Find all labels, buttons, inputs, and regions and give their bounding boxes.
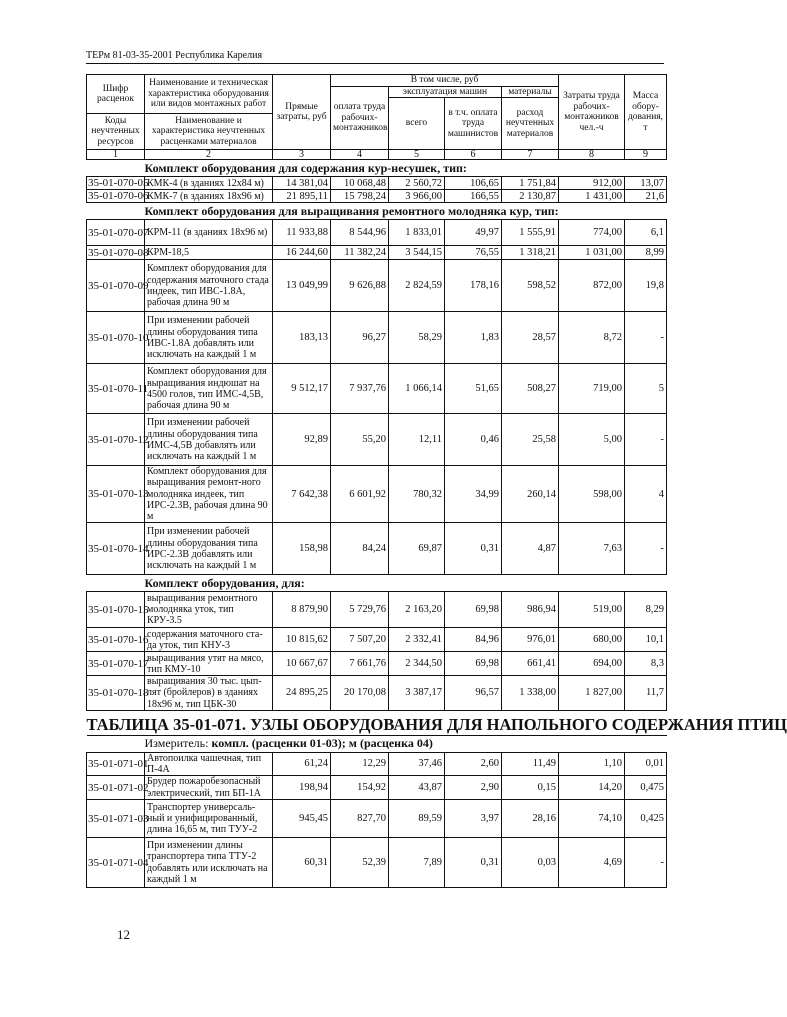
section-title: Комплект оборудования, для: bbox=[87, 575, 667, 592]
direct-cost: 60,31 bbox=[273, 838, 331, 888]
rate-code: 35-01-070-12 bbox=[87, 414, 145, 466]
labor-hours: 74,10 bbox=[559, 800, 625, 838]
table-row bbox=[87, 190, 667, 203]
labor-hours: 1 431,00 bbox=[559, 190, 625, 203]
table-row bbox=[87, 466, 667, 523]
machine-pay: 76,55 bbox=[445, 246, 502, 260]
materials-cost: 1 338,00 bbox=[502, 676, 559, 711]
column-number: 8 bbox=[559, 150, 625, 160]
rate-name: выращивания 30 тыс. цып-лят (бройлеров) в зданиях 18х96 м, тип ЦБК-30 bbox=[145, 676, 273, 711]
column-number: 5 bbox=[389, 150, 445, 160]
machine-cost: 2 332,41 bbox=[389, 628, 445, 652]
labor-pay: 5 729,76 bbox=[331, 592, 389, 628]
section-title: Комплект оборудования для содержания кур-несушек, тип: bbox=[87, 160, 667, 177]
col-direct: Прямые затраты, руб bbox=[273, 75, 331, 150]
materials-cost: 4,87 bbox=[502, 523, 559, 575]
col-name-bottom: Наименование и характеристика неучтенных расценками материалов bbox=[145, 114, 273, 150]
column-number: 2 bbox=[145, 150, 273, 160]
rate-name: При изменении длины транспортера типа ТТУ-2 добавлять или исключать на каждый 1 м bbox=[145, 838, 273, 888]
column-number: 9 bbox=[625, 150, 667, 160]
rate-code: 35-01-070-08 bbox=[88, 246, 149, 259]
table-title: ТАБЛИЦА 35-01-071. УЗЛЫ ОБОРУДОВАНИЯ ДЛЯ НАПОЛЬНОГО СОДЕРЖАНИЯ ПТИЦ bbox=[87, 710, 667, 735]
materials-cost: 0,03 bbox=[502, 838, 559, 888]
rate-name: При изменении рабочей длины оборудования типа ИВС-1.8А добавлять или исключать на каждый 1 м bbox=[145, 312, 273, 364]
materials-cost: 508,27 bbox=[502, 364, 559, 414]
labor-pay: 10 068,48 bbox=[331, 177, 389, 190]
col-machine-total: всего bbox=[389, 98, 445, 150]
table-row bbox=[87, 752, 667, 775]
column-number: 4 bbox=[331, 150, 389, 160]
labor-pay: 55,20 bbox=[331, 414, 389, 466]
labor-hours: 1 031,00 bbox=[559, 246, 625, 260]
col-materials: расход неучтенных материалов bbox=[502, 98, 559, 150]
rate-name: Автопоилка чашечная, тип П-4А bbox=[145, 752, 273, 775]
rate-code: 35-01-071-02 bbox=[87, 776, 145, 800]
machine-cost: 1 833,01 bbox=[389, 220, 445, 246]
rate-code: 35-01-070-16 bbox=[87, 628, 145, 652]
labor-hours: 1 827,00 bbox=[559, 676, 625, 711]
equipment-mass: 8,29 bbox=[625, 592, 667, 628]
col-labor-cost: Затраты труда рабочих-монтажников чел.-ч bbox=[559, 75, 625, 150]
table-row bbox=[87, 652, 667, 676]
equipment-mass: 0,01 bbox=[625, 752, 667, 775]
table-row bbox=[87, 246, 667, 260]
col-machine-pay: в т.ч. оплата труда машинистов bbox=[445, 98, 502, 150]
table-row bbox=[87, 523, 667, 575]
labor-pay: 20 170,08 bbox=[331, 676, 389, 711]
labor-pay: 7 507,20 bbox=[331, 628, 389, 652]
labor-hours: 14,20 bbox=[559, 776, 625, 800]
table-row bbox=[87, 177, 667, 190]
direct-cost: 16 244,60 bbox=[273, 246, 331, 260]
direct-cost: 198,94 bbox=[273, 776, 331, 800]
machine-cost: 37,46 bbox=[389, 752, 445, 775]
materials-cost: 1 318,21 bbox=[502, 246, 559, 260]
rate-code: 35-01-070-07 bbox=[87, 220, 145, 246]
machine-cost: 2 163,20 bbox=[389, 592, 445, 628]
rate-name: При изменении рабочей длины оборудования типа ИРС-2.3В добавлять или исключать на каждый 1 м bbox=[145, 523, 273, 575]
direct-cost: 92,89 bbox=[273, 414, 331, 466]
machine-pay: 166,55 bbox=[445, 190, 502, 203]
labor-hours: 519,00 bbox=[559, 592, 625, 628]
table-row bbox=[87, 676, 667, 711]
meter-row bbox=[87, 735, 667, 752]
section-row bbox=[87, 203, 667, 220]
col-name-top: Наименование и техническая характеристика оборудования или видов монтажных работ bbox=[145, 75, 273, 114]
rate-name: Комплект оборудования для выращивания ремонт-ного молодняка индеек, тип ИРС-2.3В, рабочая длина 90 м bbox=[145, 466, 273, 523]
materials-cost: 25,58 bbox=[502, 414, 559, 466]
labor-hours: 872,00 bbox=[559, 260, 625, 312]
section-title: Комплект оборудования для выращивания ремонтного молодняка кур, тип: bbox=[87, 203, 667, 220]
direct-cost: 183,13 bbox=[273, 312, 331, 364]
machine-pay: 3,97 bbox=[445, 800, 502, 838]
meter-text: компл. (расценки 01-03); м (расценка 04) bbox=[211, 736, 433, 751]
table-row bbox=[87, 776, 667, 800]
materials-cost: 598,52 bbox=[502, 260, 559, 312]
rates-table-container bbox=[86, 74, 787, 888]
labor-pay: 11 382,24 bbox=[331, 246, 389, 260]
direct-cost: 10 667,67 bbox=[273, 652, 331, 676]
rate-name: При изменении рабочей длины оборудования типа ИМС-4,5В добавлять или исключать на каждый 1 м bbox=[145, 414, 273, 466]
page-number: 12 bbox=[117, 927, 130, 942]
table-row bbox=[87, 312, 667, 364]
rate-name: выращивания утят на мясо, тип КМУ-10 bbox=[145, 652, 273, 676]
labor-hours: 694,00 bbox=[559, 652, 625, 676]
direct-cost: 61,24 bbox=[273, 752, 331, 775]
direct-cost: 14 381,04 bbox=[273, 177, 331, 190]
labor-pay: 7 937,76 bbox=[331, 364, 389, 414]
direct-cost: 13 049,99 bbox=[273, 260, 331, 312]
machine-pay: 84,96 bbox=[445, 628, 502, 652]
machine-pay: 69,98 bbox=[445, 652, 502, 676]
machine-pay: 2,60 bbox=[445, 752, 502, 775]
direct-cost: 24 895,25 bbox=[273, 676, 331, 711]
machine-cost: 89,59 bbox=[389, 800, 445, 838]
meter-line bbox=[87, 735, 667, 752]
section-row bbox=[87, 575, 667, 592]
rate-code: 35-01-070-10 bbox=[87, 312, 145, 364]
col-code-top: Шифр расценок bbox=[87, 75, 145, 114]
equipment-mass: 4 bbox=[625, 466, 667, 523]
machine-cost: 3 966,00 bbox=[389, 190, 445, 203]
direct-cost: 7 642,38 bbox=[273, 466, 331, 523]
rate-name: КМК-4 (в зданиях 12х84 м) bbox=[145, 177, 273, 190]
direct-cost: 21 895,11 bbox=[273, 190, 331, 203]
labor-hours: 680,00 bbox=[559, 628, 625, 652]
direct-cost: 11 933,88 bbox=[273, 220, 331, 246]
equipment-mass: 13,07 bbox=[625, 177, 667, 190]
rate-code: 35-01-070-06 bbox=[88, 190, 149, 203]
machine-pay: 0,31 bbox=[445, 838, 502, 888]
column-number: 7 bbox=[502, 150, 559, 160]
rate-code: 35-01-070-05 bbox=[88, 177, 149, 190]
table-body bbox=[86, 149, 787, 888]
materials-cost: 661,41 bbox=[502, 652, 559, 676]
rate-name: Брудер пожаробезопасный электрический, тип БП-1А bbox=[145, 776, 273, 800]
equipment-mass: 6,1 bbox=[625, 220, 667, 246]
materials-cost: 28,57 bbox=[502, 312, 559, 364]
machine-cost: 2 824,59 bbox=[389, 260, 445, 312]
labor-hours: 598,00 bbox=[559, 466, 625, 523]
col-machine-group: эксплуатация машин bbox=[389, 86, 502, 98]
materials-cost: 2 130,87 bbox=[502, 190, 559, 203]
labor-pay: 7 661,76 bbox=[331, 652, 389, 676]
labor-hours: 4,69 bbox=[559, 838, 625, 888]
rate-code: 35-01-070-14 bbox=[87, 523, 145, 575]
machine-cost: 3 544,15 bbox=[389, 246, 445, 260]
materials-cost: 986,94 bbox=[502, 592, 559, 628]
section-row bbox=[87, 160, 667, 177]
direct-cost: 945,45 bbox=[273, 800, 331, 838]
rate-code: 35-01-071-04 bbox=[87, 838, 145, 888]
equipment-mass: - bbox=[625, 414, 667, 466]
table-title-row bbox=[87, 710, 667, 735]
column-number: 6 bbox=[445, 150, 502, 160]
rate-name: выращивания ремонтного молодняка уток, тип КРУ-3.5 bbox=[145, 592, 273, 628]
machine-cost: 780,32 bbox=[389, 466, 445, 523]
equipment-mass: 0,425 bbox=[625, 800, 667, 838]
equipment-mass: 8,3 bbox=[625, 652, 667, 676]
direct-cost: 8 879,90 bbox=[273, 592, 331, 628]
materials-cost: 976,01 bbox=[502, 628, 559, 652]
header-rule bbox=[86, 63, 664, 64]
rate-code: 35-01-070-15 bbox=[87, 592, 145, 628]
rate-code: 35-01-071-03 bbox=[87, 800, 145, 838]
machine-cost: 43,87 bbox=[389, 776, 445, 800]
equipment-mass: 0,475 bbox=[625, 776, 667, 800]
labor-hours: 774,00 bbox=[559, 220, 625, 246]
labor-pay: 52,39 bbox=[331, 838, 389, 888]
table-row bbox=[87, 800, 667, 838]
labor-pay: 12,29 bbox=[331, 752, 389, 775]
col-incl-group: В том числе, руб bbox=[331, 75, 559, 87]
machine-pay: 106,65 bbox=[445, 177, 502, 190]
materials-cost: 1 555,91 bbox=[502, 220, 559, 246]
rate-code: 35-01-071-01 bbox=[87, 752, 145, 775]
rates-table bbox=[86, 74, 787, 888]
equipment-mass: 21,6 bbox=[625, 190, 667, 203]
rate-name: Комплект оборудования для содержания маточного стада индеек, тип ИВС-1.8А, рабочая длина 90 м bbox=[145, 260, 273, 312]
machine-cost: 1 066,14 bbox=[389, 364, 445, 414]
machine-pay: 34,99 bbox=[445, 466, 502, 523]
labor-pay: 827,70 bbox=[331, 800, 389, 838]
materials-cost: 260,14 bbox=[502, 466, 559, 523]
machine-pay: 69,98 bbox=[445, 592, 502, 628]
rate-name: КМК-7 (в зданиях 18х96 м) bbox=[145, 190, 273, 203]
rate-name: КРМ-18,5 bbox=[145, 246, 273, 260]
direct-cost: 10 815,62 bbox=[273, 628, 331, 652]
machine-cost: 2 560,72 bbox=[389, 177, 445, 190]
materials-cost: 0,15 bbox=[502, 776, 559, 800]
materials-cost: 1 751,84 bbox=[502, 177, 559, 190]
equipment-mass: - bbox=[625, 312, 667, 364]
machine-cost: 69,87 bbox=[389, 523, 445, 575]
rate-code: 35-01-070-17 bbox=[87, 652, 145, 676]
rate-name: Комплект оборудования для выращивания индюшат на 4500 голов, тип ИМС-4,5В, рабочая длина 90 м bbox=[145, 364, 273, 414]
equipment-mass: 10,1 bbox=[625, 628, 667, 652]
table-row bbox=[87, 414, 667, 466]
machine-cost: 7,89 bbox=[389, 838, 445, 888]
machine-pay: 96,57 bbox=[445, 676, 502, 711]
col-materials-group: материалы bbox=[502, 86, 559, 98]
labor-hours: 912,00 bbox=[559, 177, 625, 190]
labor-pay: 8 544,96 bbox=[331, 220, 389, 246]
equipment-mass: 19,8 bbox=[625, 260, 667, 312]
direct-cost: 9 512,17 bbox=[273, 364, 331, 414]
machine-cost: 2 344,50 bbox=[389, 652, 445, 676]
equipment-mass: 5 bbox=[625, 364, 667, 414]
labor-hours: 5,00 bbox=[559, 414, 625, 466]
table-row bbox=[87, 628, 667, 652]
machine-cost: 12,11 bbox=[389, 414, 445, 466]
labor-pay: 15 798,24 bbox=[331, 190, 389, 203]
rate-code: 35-01-070-13 bbox=[87, 466, 145, 523]
equipment-mass: - bbox=[625, 523, 667, 575]
labor-pay: 154,92 bbox=[331, 776, 389, 800]
equipment-mass: 11,7 bbox=[625, 676, 667, 711]
labor-hours: 719,00 bbox=[559, 364, 625, 414]
labor-pay: 9 626,88 bbox=[331, 260, 389, 312]
machine-cost: 3 387,17 bbox=[389, 676, 445, 711]
table-row bbox=[87, 592, 667, 628]
labor-hours: 8,72 bbox=[559, 312, 625, 364]
materials-cost: 11,49 bbox=[502, 752, 559, 775]
rate-code: 35-01-070-18 bbox=[87, 676, 145, 711]
column-number-row bbox=[87, 150, 667, 160]
col-mass: Масса обору-дования, т bbox=[625, 75, 667, 150]
labor-hours: 1,10 bbox=[559, 752, 625, 775]
column-number: 1 bbox=[87, 150, 145, 160]
machine-pay: 49,97 bbox=[445, 220, 502, 246]
machine-pay: 0,46 bbox=[445, 414, 502, 466]
table-row bbox=[87, 260, 667, 312]
machine-cost: 58,29 bbox=[389, 312, 445, 364]
table-row bbox=[87, 220, 667, 246]
labor-pay: 96,27 bbox=[331, 312, 389, 364]
machine-pay: 2,90 bbox=[445, 776, 502, 800]
machine-pay: 178,16 bbox=[445, 260, 502, 312]
labor-pay: 84,24 bbox=[331, 523, 389, 575]
table-row bbox=[87, 838, 667, 888]
labor-hours: 7,63 bbox=[559, 523, 625, 575]
equipment-mass: - bbox=[625, 838, 667, 888]
materials-cost: 28,16 bbox=[502, 800, 559, 838]
machine-pay: 1,83 bbox=[445, 312, 502, 364]
rate-code: 35-01-070-09 bbox=[87, 260, 145, 312]
table-row bbox=[87, 364, 667, 414]
rate-code: 35-01-070-11 bbox=[87, 364, 145, 414]
page-header: ТЕРм 81-03-35-2001 Республика Карелия bbox=[86, 50, 263, 61]
rate-name: содержания маточного ста-да уток, тип КНУ-3 bbox=[145, 628, 273, 652]
meter-label: Измеритель: bbox=[144, 736, 209, 751]
rate-name: Транспортер универсаль-ный и унифицированный, длина 16,65 м, тип ТУУ-2 bbox=[145, 800, 273, 838]
equipment-mass: 8,99 bbox=[625, 246, 667, 260]
rate-name: КРМ-11 (в зданиях 18х96 м) bbox=[145, 220, 273, 246]
direct-cost: 158,98 bbox=[273, 523, 331, 575]
machine-pay: 51,65 bbox=[445, 364, 502, 414]
col-labor-pay: оплата труда рабочих-монтажников bbox=[331, 86, 389, 150]
column-number: 3 bbox=[273, 150, 331, 160]
machine-pay: 0,31 bbox=[445, 523, 502, 575]
labor-pay: 6 601,92 bbox=[331, 466, 389, 523]
col-code-bottom: Коды неучтенных ресурсов bbox=[87, 114, 145, 150]
